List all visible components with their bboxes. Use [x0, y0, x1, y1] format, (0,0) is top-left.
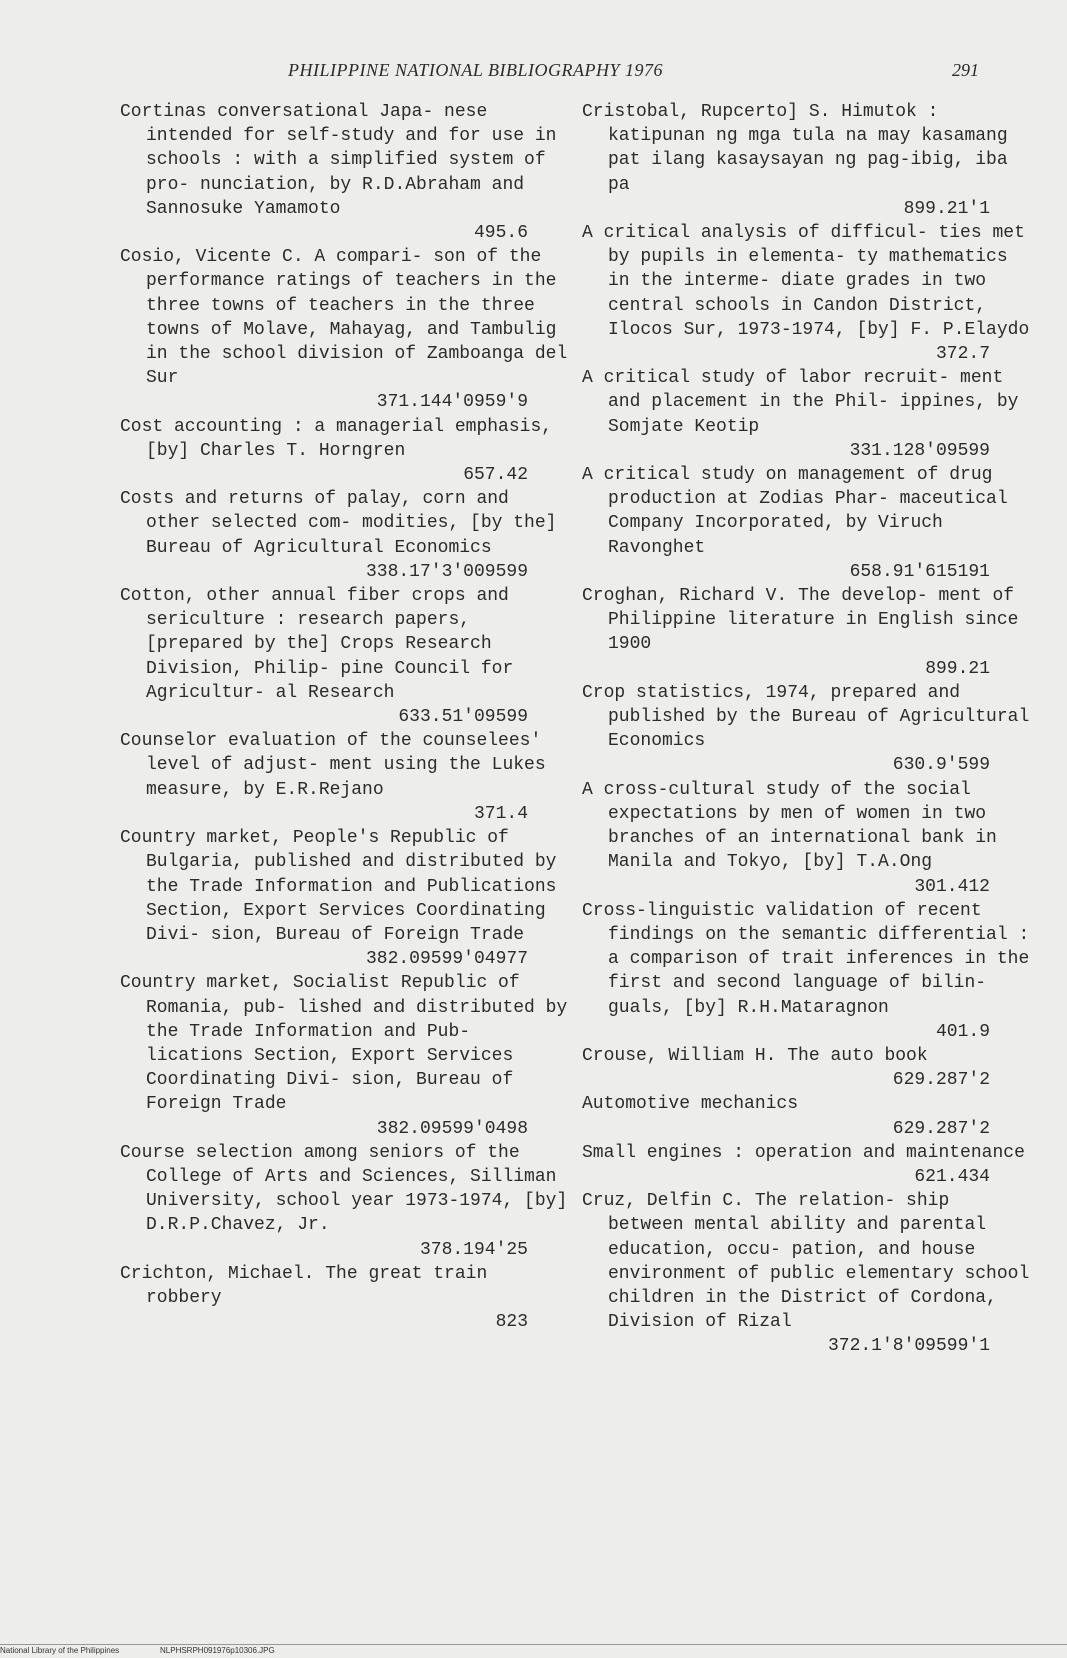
classification-number: 495.6 [473, 223, 528, 244]
bibliography-entry [120, 584, 570, 729]
entry-text: Cristobal, Rupcerto] S. Himutok : katipunan ng mga tula na may kasamang pat ilang kasaysayan ng pag-ibig, iba pa [582, 102, 1008, 195]
bibliography-entry [582, 366, 1032, 463]
entry-text: Country market, People's Republic of Bulgaria, published and distributed by the Trade Information and Publications Section, Export Services Coordinating Divi- sion, Bureau of Foreign Trade [120, 828, 557, 945]
bibliography-entry [120, 245, 570, 414]
bibliography-entry [120, 415, 570, 488]
scan-footer [0, 1644, 1067, 1658]
bibliography-entry [120, 1262, 570, 1335]
classification-number: 338.17'3'009599 [365, 561, 528, 582]
entry-text: Automotive mechanics [582, 1094, 799, 1115]
bibliography-entry [120, 487, 570, 584]
classification-number: 382.09599'0498 [376, 1118, 528, 1139]
classification-number: 629.287'2 [892, 1118, 990, 1139]
entry-text: Small engines : operation and maintenance [582, 1142, 1025, 1163]
classification-number: 899.21 [925, 658, 990, 679]
bibliography-entry [120, 1141, 570, 1262]
classification-number: 629.287'2 [892, 1070, 990, 1091]
classification-number: 372.1'8'09599'1 [827, 1336, 990, 1357]
bibliography-entry [582, 463, 1032, 584]
page-header [0, 60, 1067, 90]
entry-text: Crichton, Michael. The great train robbery [120, 1263, 488, 1308]
bibliography-entry [582, 1044, 1032, 1092]
entry-text: A cross-cultural study of the social expectations by men of women in two branches of an international bank in Manila and Tokyo, [by] T.A.Ong [582, 779, 997, 873]
bibliography-entry [582, 1092, 1032, 1140]
classification-number: 823 [495, 1312, 528, 1333]
classification-number: 378.194'25 [419, 1239, 528, 1260]
bibliography-entry [582, 778, 1032, 899]
entry-text: Crouse, William H. The auto book [582, 1045, 928, 1066]
entry-text: A critical study on management of drug production at Zodias Phar- maceutical Company Incorporated, by Viruch Ravonghet [582, 465, 1008, 558]
classification-number: 371.144'0959'9 [376, 392, 528, 413]
entry-text: Crop statistics, 1974, prepared and published by the Bureau of Agricultural Economics [582, 682, 1030, 752]
footer-library: National Library of the Philippines [0, 1646, 120, 1655]
running-title: PHILIPPINE NATIONAL BIBLIOGRAPHY 1976 [288, 60, 663, 80]
classification-number: 657.42 [463, 465, 528, 486]
classification-number: 301.412 [914, 876, 990, 897]
entry-text: Cortinas conversational Japa- nese intended for self-study and for use in schools : with a simplified system of pro- nunciation, by R.D.Abraham and Sannosuke Yamamoto [120, 102, 557, 219]
classification-number: 658.91'615191 [849, 561, 990, 582]
bibliography-entry [582, 1141, 1032, 1189]
classification-number: 372.7 [935, 344, 990, 365]
entry-text: Cruz, Delfin C. The relation- ship between mental ability and parental education, occu- pation, and house environment of public elementary school children in the District of Cordona, Division of Rizal [582, 1191, 1030, 1333]
classification-number: 331.128'09599 [849, 440, 990, 461]
classification-number: 382.09599'04977 [365, 949, 528, 970]
bibliography-entry [582, 221, 1032, 366]
entry-text: Cotton, other annual fiber crops and sericulture : research papers, [prepared by the] Crops Research Division, Philip- pine Council for Agricultur- al Research [120, 586, 514, 703]
footer-filename: NLPHSRPH091976p10306.JPG [160, 1646, 275, 1655]
entry-text: Croghan, Richard V. The develop- ment of Philippine literature in English since 1900 [582, 586, 1019, 655]
bibliography-entry [582, 584, 1032, 681]
bibliography-entry [582, 899, 1032, 1044]
bibliography-entry [120, 100, 570, 245]
entry-text: Course selection among seniors of the College of Arts and Sciences, Silliman University, school year 1973-1974, [by] D.R.P.Chavez, Jr. [120, 1142, 568, 1236]
classification-number: 633.51'09599 [398, 707, 528, 728]
right-column [582, 100, 1032, 1359]
classification-number: 630.9'599 [892, 755, 990, 776]
bibliography-entry [120, 729, 570, 826]
entry-text: Country market, Socialist Republic of Romania, pub- lished and distributed by the Trade Information and Pub- lications Section, Export Services Coordinating Divi- sion, Bureau of Foreign Trade [120, 973, 568, 1115]
classification-number: 621.434 [914, 1166, 990, 1187]
entry-text: Counselor evaluation of the counselees' level of adjust- ment using the Lukes measure, by E.R.Rejano [120, 731, 546, 800]
classification-number: 401.9 [935, 1021, 990, 1042]
classification-number: 371.4 [473, 803, 528, 824]
entry-text: Costs and returns of palay, corn and other selected com- modities, [by the] Bureau of Agricultural Economics [120, 489, 557, 558]
left-column [120, 100, 570, 1334]
footer-rule [0, 1644, 1067, 1645]
entry-text: A critical study of labor recruit- ment and placement in the Phil- ippines, by Somjate Keotip [582, 368, 1019, 437]
entry-text: Cross-linguistic validation of recent findings on the semantic differential : a comparison of trait inferences in the first and second language of bilin- guals, [by] R.H.Mataragnon [582, 900, 1030, 1018]
bibliography-entry [120, 971, 570, 1140]
bibliography-entry [582, 1189, 1032, 1358]
page-number: 291 [952, 60, 979, 80]
entry-text: A critical analysis of difficul- ties met by pupils in elementa- ty mathematics in the interme- diate grades in two central schools in Candon District, Ilocos Sur, 1973-1974, [by] F. P.Elaydo [582, 223, 1030, 340]
entry-text: Cosio, Vicente C. A compari- son of the performance ratings of teachers in the three towns of teachers in the three towns of Molave, Mahayag, and Tambulig in the school division of Zamboanga del Sur [120, 247, 568, 389]
bibliography-entry [582, 681, 1032, 778]
classification-number: 899.21'1 [903, 198, 990, 219]
bibliography-entry [120, 826, 570, 971]
bibliography-entry [582, 100, 1032, 221]
entry-text: Cost accounting : a managerial emphasis, [by] Charles T. Horngren [120, 416, 553, 461]
